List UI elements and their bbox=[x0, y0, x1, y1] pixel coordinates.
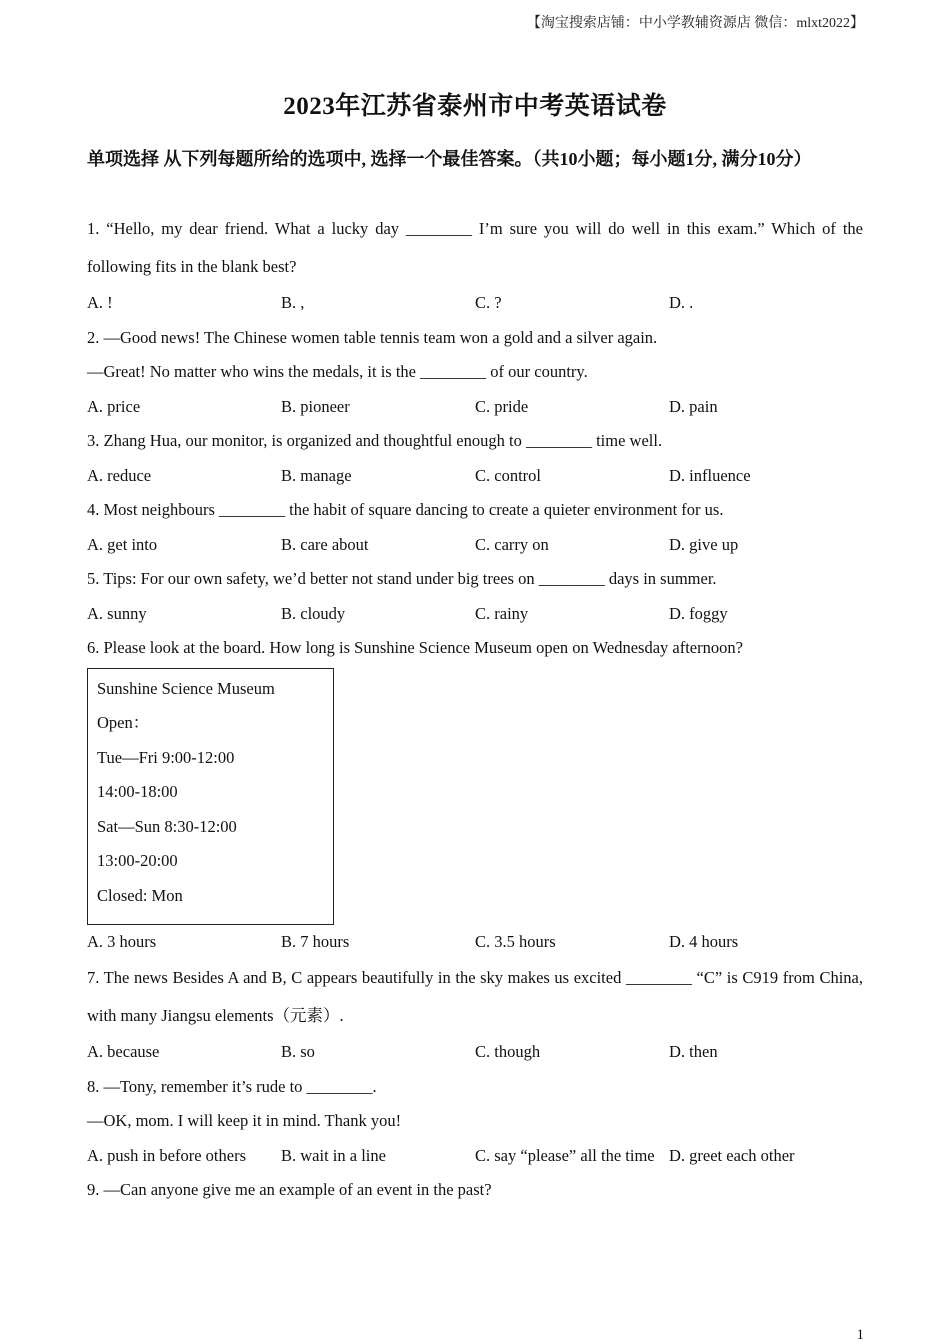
question-9 bbox=[87, 1173, 863, 1208]
options-row bbox=[87, 390, 863, 425]
board-line: 13:00-20:00 bbox=[97, 851, 178, 871]
option-a: A. price bbox=[87, 396, 141, 416]
question-3 bbox=[87, 424, 863, 493]
section-heading: 单项选择 从下列每题所给的选项中, 选择一个最佳答案。（共10小题；每小题1分, 满分10分） bbox=[87, 149, 812, 169]
option-a: A. push in before others bbox=[87, 1145, 247, 1165]
option-c: C. pride bbox=[475, 396, 529, 416]
board-line: Closed: Mon bbox=[97, 886, 183, 906]
option-d: D. give up bbox=[669, 534, 739, 554]
option-a: A. ! bbox=[87, 293, 113, 312]
option-d: D. . bbox=[669, 293, 694, 312]
question-text: 6. Please look at the board. How long is Sunshine Science Museum open on Wednesday afternoon? bbox=[87, 638, 743, 657]
question-7 bbox=[87, 959, 863, 1070]
options-row bbox=[87, 1035, 863, 1070]
question-8 bbox=[87, 1070, 863, 1174]
option-b: B. so bbox=[281, 1042, 315, 1062]
option-a: A. get into bbox=[87, 534, 158, 554]
option-c: C. though bbox=[475, 1042, 541, 1062]
option-b: B. care about bbox=[281, 534, 369, 554]
question-text: 9. —Can anyone give me an example of an event in the past? bbox=[87, 1180, 492, 1200]
dialogue-reply: —Great! No matter who wins the medals, it is the ________ of our country. bbox=[87, 362, 588, 381]
board-line: Sunshine Science Museum bbox=[97, 678, 275, 698]
board-line: Sat—Sun 8:30-12:00 bbox=[97, 816, 237, 836]
board-line: Open： bbox=[97, 713, 150, 733]
options-row bbox=[87, 459, 863, 494]
option-c: C. carry on bbox=[475, 534, 549, 554]
question-2 bbox=[87, 321, 863, 425]
options-row bbox=[87, 528, 863, 563]
board-line: 14:00-18:00 bbox=[97, 782, 178, 802]
dialogue-reply: —OK, mom. I will keep it in mind. Thank you! bbox=[87, 1111, 402, 1131]
options-row bbox=[87, 597, 863, 632]
option-d: D. foggy bbox=[669, 603, 728, 623]
option-d: D. pain bbox=[669, 396, 718, 416]
question-text: 5. Tips: For our own safety, we’d better not stand under big trees on ________ days in summer. bbox=[87, 569, 717, 588]
question-text: 1. “Hello, my dear friend. What a lucky day ________ I’m sure you will do well in this exam.” Which of the following fits in the blank best? bbox=[87, 219, 863, 276]
museum-notice-board bbox=[87, 668, 334, 925]
option-a: A. reduce bbox=[87, 465, 152, 485]
question-1 bbox=[87, 210, 863, 321]
question-text: 7. The news Besides A and B, C appears beautifully in the sky makes us excited ________ “C” is C919 from China, with many Jiangsu elements（元素）. bbox=[87, 968, 863, 1026]
option-b: B. manage bbox=[281, 465, 352, 485]
option-c: C. 3.5 hours bbox=[475, 931, 556, 951]
page-title: 2023年江苏省泰州市中考英语试卷 bbox=[283, 93, 667, 120]
option-d: D. then bbox=[669, 1042, 718, 1062]
option-b: B. , bbox=[281, 293, 305, 312]
question-4 bbox=[87, 493, 863, 562]
option-a: A. because bbox=[87, 1042, 160, 1062]
option-d: D. 4 hours bbox=[669, 931, 739, 951]
option-a: A. 3 hours bbox=[87, 931, 157, 951]
board-line: Tue—Fri 9:00-12:00 bbox=[97, 747, 235, 767]
question-text: 4. Most neighbours ________ the habit of square dancing to create a quieter environment for us. bbox=[87, 500, 724, 519]
question-6 bbox=[87, 631, 863, 959]
option-d: D. influence bbox=[669, 465, 751, 485]
option-b: B. cloudy bbox=[281, 603, 346, 623]
option-b: B. pioneer bbox=[281, 396, 350, 416]
option-c: C. control bbox=[475, 465, 541, 485]
option-b: B. wait in a line bbox=[281, 1145, 386, 1165]
question-text: 8. —Tony, remember it’s rude to ________. bbox=[87, 1076, 377, 1096]
options-row bbox=[87, 1139, 863, 1174]
question-text: 2. —Good news! The Chinese women table tennis team won a gold and a silver again. bbox=[87, 327, 658, 347]
options-row bbox=[87, 925, 863, 960]
header-note: 【淘宝搜索店铺：中小学教辅资源店 微信：mlxt2022】 bbox=[526, 16, 864, 31]
question-5 bbox=[87, 562, 863, 631]
question-list bbox=[87, 210, 863, 1208]
options-row bbox=[87, 286, 863, 321]
option-d: D. greet each other bbox=[669, 1145, 795, 1165]
option-c: C. rainy bbox=[475, 603, 529, 623]
page-number: 1 bbox=[856, 1327, 864, 1343]
option-c: C. say “please” all the time bbox=[475, 1145, 655, 1165]
option-a: A. sunny bbox=[87, 603, 147, 623]
option-b: B. 7 hours bbox=[281, 931, 350, 951]
option-c: C. ? bbox=[475, 293, 502, 312]
question-text: 3. Zhang Hua, our monitor, is organized and thoughtful enough to ________ time well. bbox=[87, 431, 663, 450]
